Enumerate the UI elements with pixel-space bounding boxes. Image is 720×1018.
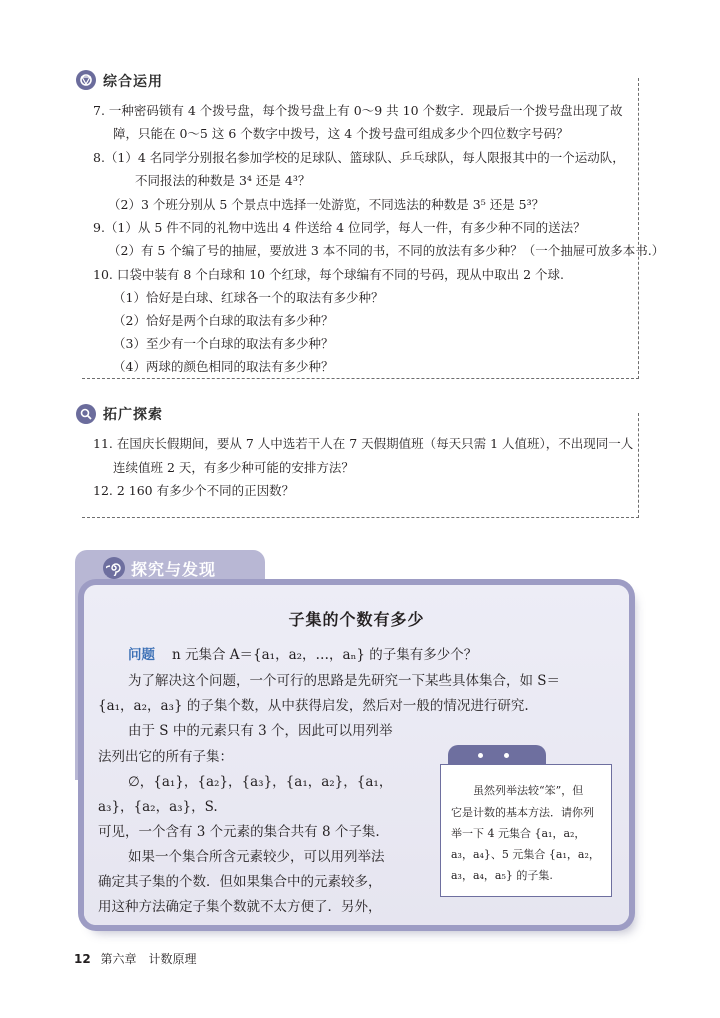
page-footer [74,950,197,967]
exercise-line: 11. 在国庆长假期间，要从 7 人中选若干人在 7 天假期值班（每天只需 1 人值班），不出现同一人 [93,436,634,451]
explore-line: 用这种方法确定子集个数就不太方便了．另外， [98,899,382,915]
explore-line: 法列出它的所有子集： [98,749,233,765]
explore-line: 为了解决这个问题，一个可行的思路是先研究一下某些具体集合，如 S＝ [128,673,561,689]
exercise-line: （2）恰好是两个白球的取法有多少种？ [113,313,334,328]
explore-line: a₃}，{a₂，a₃}，S. [98,799,218,815]
explore-heading: 子集的个数有多少 [288,610,425,629]
exercise-line: 8.（1）4 名同学分别报名参加学校的足球队、篮球队、乒乓球队，每人限报其中的一个运动队， [93,150,625,165]
explore-line: 可见，一个含有 3 个元素的集合共有 8 个子集. [98,824,380,840]
note-dot [478,753,483,758]
note-card [440,764,612,897]
explore-line: 确定其子集的个数．但如果集合中的元素较多， [98,874,382,890]
explore-line: 如果一个集合所含元素较少，可以用列举法 [128,849,385,865]
exercise-line: 连续值班 2 天，有多少种可能的安排方法？ [113,460,354,475]
exercise-line: （4）两球的颜色相同的取法有多少种？ [113,359,334,374]
exercise-line: （3）至少有一个白球的取法有多少种？ [113,336,334,351]
page-number: 12 [74,952,91,966]
exercise-line: （2）3 个班分别从 5 个景点中选择一处游览，不同选法的种数是 3⁵ 还是 5³？ [108,197,545,212]
exercise-line: 障，只能在 0～5 这 6 个数字中拨号，这 4 个拨号盘可组成多少个四位数字号码？ [113,126,569,141]
spiral-icon [103,557,125,579]
exercise-line: 7. 一种密码锁有 4 个拨号盘，每个拨号盘上有 0～9 共 10 个数字．现最后一个拨号盘出现了故 [93,103,623,118]
question-text: n 元集合 A＝{a₁，a₂，…，aₙ} 的子集有多少个？ [172,647,478,663]
note-line: a₃，a₄，a₅} 的子集. [451,869,553,882]
exercise-line: 10. 口袋中装有 8 个白球和 10 个红球，每个球编有不同的号码，现从中取出 2 个球. [93,267,564,282]
explore-line: 由于 S 中的元素只有 3 个，因此可以用列举 [128,723,393,739]
question-label: 问题 [128,647,155,663]
explore-tab-title: 探究与发现 [131,560,217,579]
note-line: 虽然列举法较“笨”，但 [473,784,584,797]
exercise-line: （2）有 5 个编了号的抽屉，要放进 3 本不同的书，不同的放法有多少种？（一个抽屉可放多本书.） [108,243,665,258]
exercise-line: 9.（1）从 5 件不同的礼物中选出 4 件送给 4 位同学，每人一件，有多少种不同的送法？ [93,220,586,235]
note-line: a₃，a₄}、5 元集合 {a₁，a₂， [451,848,600,861]
note-line: 举一下 4 元集合 {a₁，a₂， [451,827,586,840]
explore-line: {a₁，a₂，a₃} 的子集个数，从中获得启发，然后对一般的情况进行研究. [98,698,529,714]
exercise-line: （1）恰好是白球、红球各一个的取法有多少种？ [113,290,384,305]
exercise-line: 不同报法的种数是 3⁴ 还是 4³？ [135,173,311,188]
section-title-apply: 综合运用 [103,74,163,90]
exercise-line: 12. 2 160 有多少个不同的正因数？ [93,483,295,498]
explore-line: ∅，{a₁}，{a₂}，{a₃}，{a₁，a₂}，{a₁， [128,774,393,790]
note-dot [504,753,509,758]
section-title-extend: 拓广探索 [103,407,163,423]
note-line: 它是计数的基本方法．请你列 [451,806,594,819]
chapter-title: 第六章 计数原理 [100,952,197,966]
